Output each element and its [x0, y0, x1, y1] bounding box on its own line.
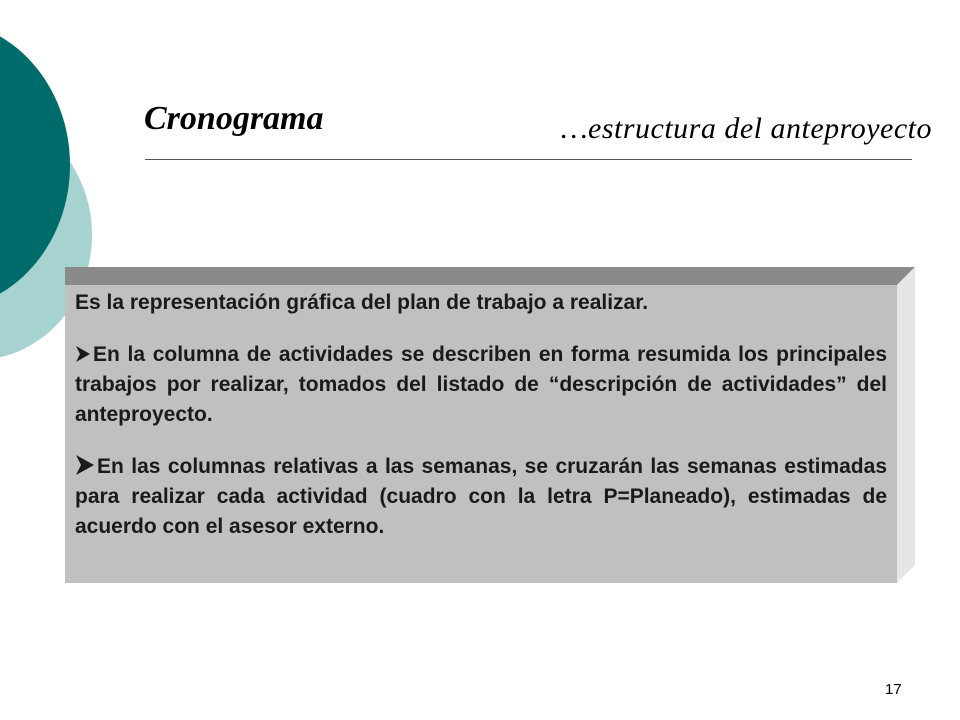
intro-paragraph: Es la representación gráfica del plan de trabajo a realizar. [75, 291, 649, 314]
slide-subtitle: …estructura del anteproyecto [560, 112, 932, 145]
content-text [75, 288, 887, 542]
arrow-bullet-icon [75, 340, 91, 370]
bullet-item-weeks [75, 452, 887, 542]
title-divider [145, 159, 912, 160]
bullet-item-activities [75, 340, 887, 430]
bullet-text: En las columnas relativas a las semanas, se cruzarán las semanas estimadas para realizar cada actividad (cuadro con la letra P=Planeado), estimadas de acuerdo con el asesor externo. [75, 455, 887, 538]
slide-title: Cronograma [144, 100, 324, 137]
bullet-text: En la columna de actividades se describen en forma resumida los principales trabajos por realizar, tomados del listado de “descripción de actividades” del anteproyecto. [75, 343, 887, 426]
page-number: 17 [885, 681, 902, 698]
arrow-bullet-icon [75, 452, 95, 482]
